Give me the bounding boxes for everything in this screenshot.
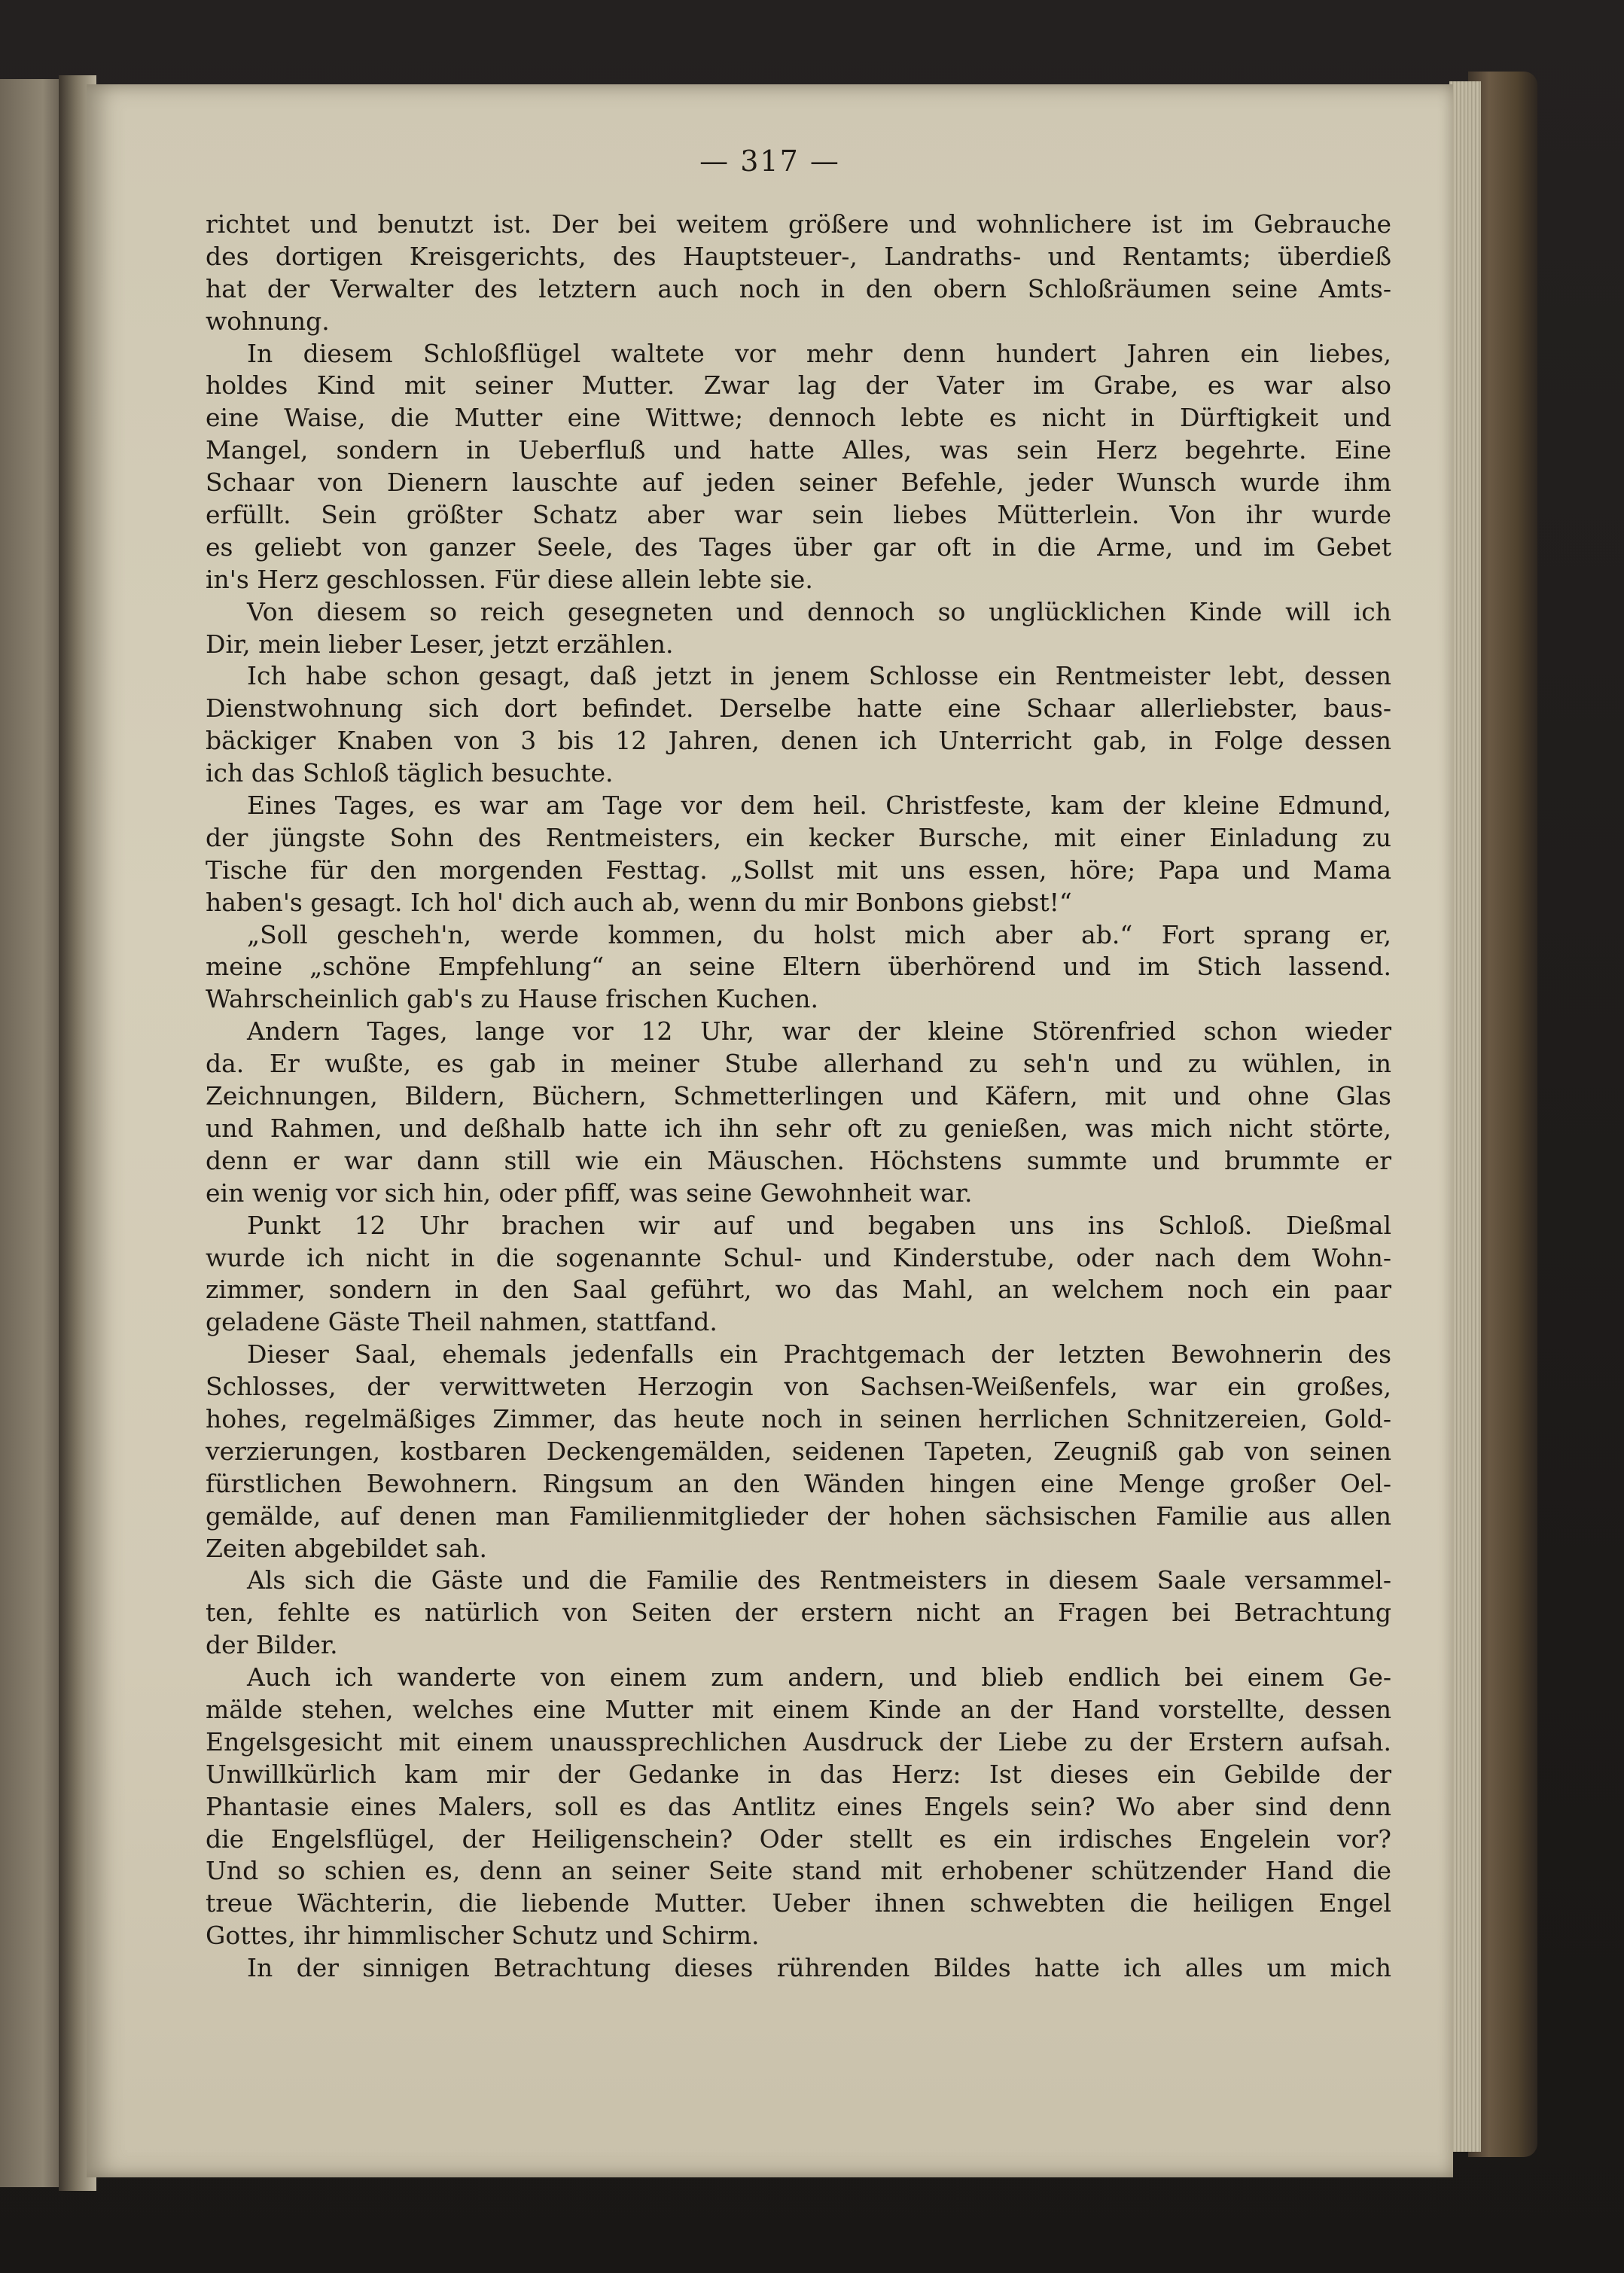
text-line: Und so schien es, denn an seiner Seite stand mit erhobener schützender Hand die: [206, 1856, 1391, 1886]
text-line: Eines Tages, es war am Tage vor dem heil. Christfeste, kam der kleine Edmund,: [247, 791, 1391, 821]
text-line: Zeichnungen, Bildern, Büchern, Schmetterlingen und Käfern, mit und ohne Glas: [206, 1081, 1391, 1111]
text-line: der Bilder.: [206, 1630, 338, 1660]
text-line: Wahrscheinlich gab's zu Hause frischen Kuchen.: [206, 984, 818, 1014]
text-line: Andern Tages, lange vor 12 Uhr, war der kleine Störenfried schon wieder: [247, 1016, 1391, 1047]
text-line: es geliebt von ganzer Seele, des Tages über gar oft in die Arme, und im Gebet: [206, 532, 1391, 562]
text-line: Als sich die Gäste und die Familie des Rentmeisters in diesem Saale versammel-: [247, 1565, 1391, 1595]
text-line: Unwillkürlich kam mir der Gedanke in das Herz: Ist dieses ein Gebilde der: [206, 1759, 1391, 1789]
text-line: ten, fehlte es natürlich von Seiten der erstern nicht an Fragen bei Betrachtung: [206, 1598, 1391, 1628]
text-line: des dortigen Kreisgerichts, des Hauptsteuer-, Landraths- und Rentamts; überdieß: [206, 241, 1391, 271]
text-line: hat der Verwalter des letztern auch noch in den obern Schloßräumen seine Amts-: [206, 273, 1391, 303]
text-line: ein wenig vor sich hin, oder pfiff, was seine Gewohnheit war.: [206, 1178, 973, 1208]
text-line: geladene Gäste Theil nahmen, stattfand.: [206, 1307, 718, 1337]
text-line: zimmer, sondern in den Saal geführt, wo das Mahl, an welchem noch ein paar: [206, 1275, 1391, 1305]
text-line: Zeiten abgebildet sah.: [206, 1533, 487, 1563]
text-line: fürstlichen Bewohnern. Ringsum an den Wänden hingen eine Menge großer Oel-: [206, 1468, 1391, 1498]
text-line: eine Waise, die Mutter eine Wittwe; dennoch lebte es nicht in Dürftigkeit und: [206, 403, 1391, 433]
text-line: und Rahmen, und deßhalb hatte ich ihn sehr oft zu genießen, was mich nicht störte,: [206, 1113, 1391, 1143]
text-line: Ich habe schon gesagt, daß jetzt in jenem Schlosse ein Rentmeister lebt, dessen: [247, 661, 1391, 691]
body-text: [206, 209, 1391, 1985]
text-line: Mangel, sondern in Ueberfluß und hatte Alles, was sein Herz begehrte. Eine: [206, 435, 1391, 465]
text-line: wurde ich nicht in die sogenannte Schul- und Kinderstube, oder nach dem Wohn-: [206, 1242, 1391, 1272]
text-line: der jüngste Sohn des Rentmeisters, ein kecker Bursche, mit einer Einladung zu: [206, 822, 1391, 852]
text-line: richtet und benutzt ist. Der bei weitem größere und wohnlichere ist im Gebrauche: [206, 209, 1391, 239]
text-line: erfüllt. Sein größter Schatz aber war sein liebes Mütterlein. Von ihr wurde: [206, 500, 1391, 530]
text-line: ich das Schloß täglich besuchte.: [206, 758, 614, 788]
text-line: denn er war dann still wie ein Mäuschen. Höchstens summte und brummte er: [206, 1145, 1391, 1175]
text-line: Dir, mein lieber Leser, jetzt erzählen.: [206, 629, 674, 659]
text-line: haben's gesagt. Ich hol' dich auch ab, wenn du mir Bonbons giebst!“: [206, 887, 1072, 917]
book-page: [87, 84, 1453, 2177]
text-line: Gottes, ihr himmlischer Schutz und Schirm.: [206, 1921, 760, 1951]
text-line: „Soll gescheh'n, werde kommen, du holst mich aber ab.“ Fort sprang er,: [247, 919, 1391, 949]
text-line: meine „schöne Empfehlung“ an seine Eltern überhörend und im Stich lassend.: [206, 952, 1391, 982]
text-line: die Engelsflügel, der Heiligenschein? Oder stellt es ein irdisches Engelein vor?: [206, 1824, 1391, 1854]
text-line: in's Herz geschlossen. Für diese allein lebte sie.: [206, 564, 813, 594]
text-line: In diesem Schloßflügel waltete vor mehr denn hundert Jahren ein liebes,: [247, 338, 1391, 368]
text-line: Schaar von Dienern lauschte auf jeden seiner Befehle, jeder Wunsch wurde ihm: [206, 468, 1391, 498]
text-line: da. Er wußte, es gab in meiner Stube allerhand zu seh'n und zu wühlen, in: [206, 1049, 1391, 1079]
page-stack-edge: [1449, 81, 1481, 2152]
text-line: mälde stehen, welches eine Mutter mit einem Kinde an der Hand vorstellte, dessen: [206, 1694, 1391, 1724]
text-line: Auch ich wanderte von einem zum andern, und blieb endlich bei einem Ge-: [247, 1662, 1391, 1693]
text-line: wohnung.: [206, 306, 330, 336]
text-line: hohes, regelmäßiges Zimmer, das heute noch in seinen herrlichen Schnitzereien, Gold-: [206, 1403, 1391, 1434]
text-line: Schlosses, der verwittweten Herzogin von Sachsen-Weißenfels, war ein großes,: [206, 1372, 1391, 1402]
text-line: Dienstwohnung sich dort befindet. Derselbe hatte eine Schaar allerliebster, baus-: [206, 693, 1391, 724]
text-line: Phantasie eines Malers, soll es das Antlitz eines Engels sein? Wo aber sind denn: [206, 1791, 1391, 1821]
text-line: In der sinnigen Betrachtung dieses rührenden Bildes hatte ich alles um mich: [247, 1953, 1391, 1983]
text-line: treue Wächterin, die liebende Mutter. Ueber ihnen schwebten die heiligen Engel: [206, 1888, 1391, 1918]
text-line: bäckiger Knaben von 3 bis 12 Jahren, denen ich Unterricht gab, in Folge dessen: [206, 726, 1391, 756]
text-line: Dieser Saal, ehemals jedenfalls ein Prachtgemach der letzten Bewohnerin des: [247, 1339, 1391, 1370]
text-line: gemälde, auf denen man Familienmitglieder der hohen sächsischen Familie aus allen: [206, 1501, 1391, 1531]
text-line: verzierungen, kostbaren Deckengemälden, seidenen Tapeten, Zeugniß gab von seinen: [206, 1436, 1391, 1466]
text-line: Tische für den morgenden Festtag. „Sollst mit uns essen, höre; Papa und Mama: [206, 855, 1391, 885]
text-line: Engelsgesicht mit einem unaussprechlichen Ausdruck der Liebe zu der Erstern aufsah.: [206, 1726, 1391, 1757]
text-line: Punkt 12 Uhr brachen wir auf und begaben uns ins Schloß. Dießmal: [247, 1210, 1391, 1240]
page-number: — 317 —: [699, 145, 840, 178]
text-line: Von diesem so reich gesegneten und dennoch so unglücklichen Kinde will ich: [247, 596, 1391, 626]
text-line: holdes Kind mit seiner Mutter. Zwar lag der Vater im Grabe, es war also: [206, 370, 1391, 401]
